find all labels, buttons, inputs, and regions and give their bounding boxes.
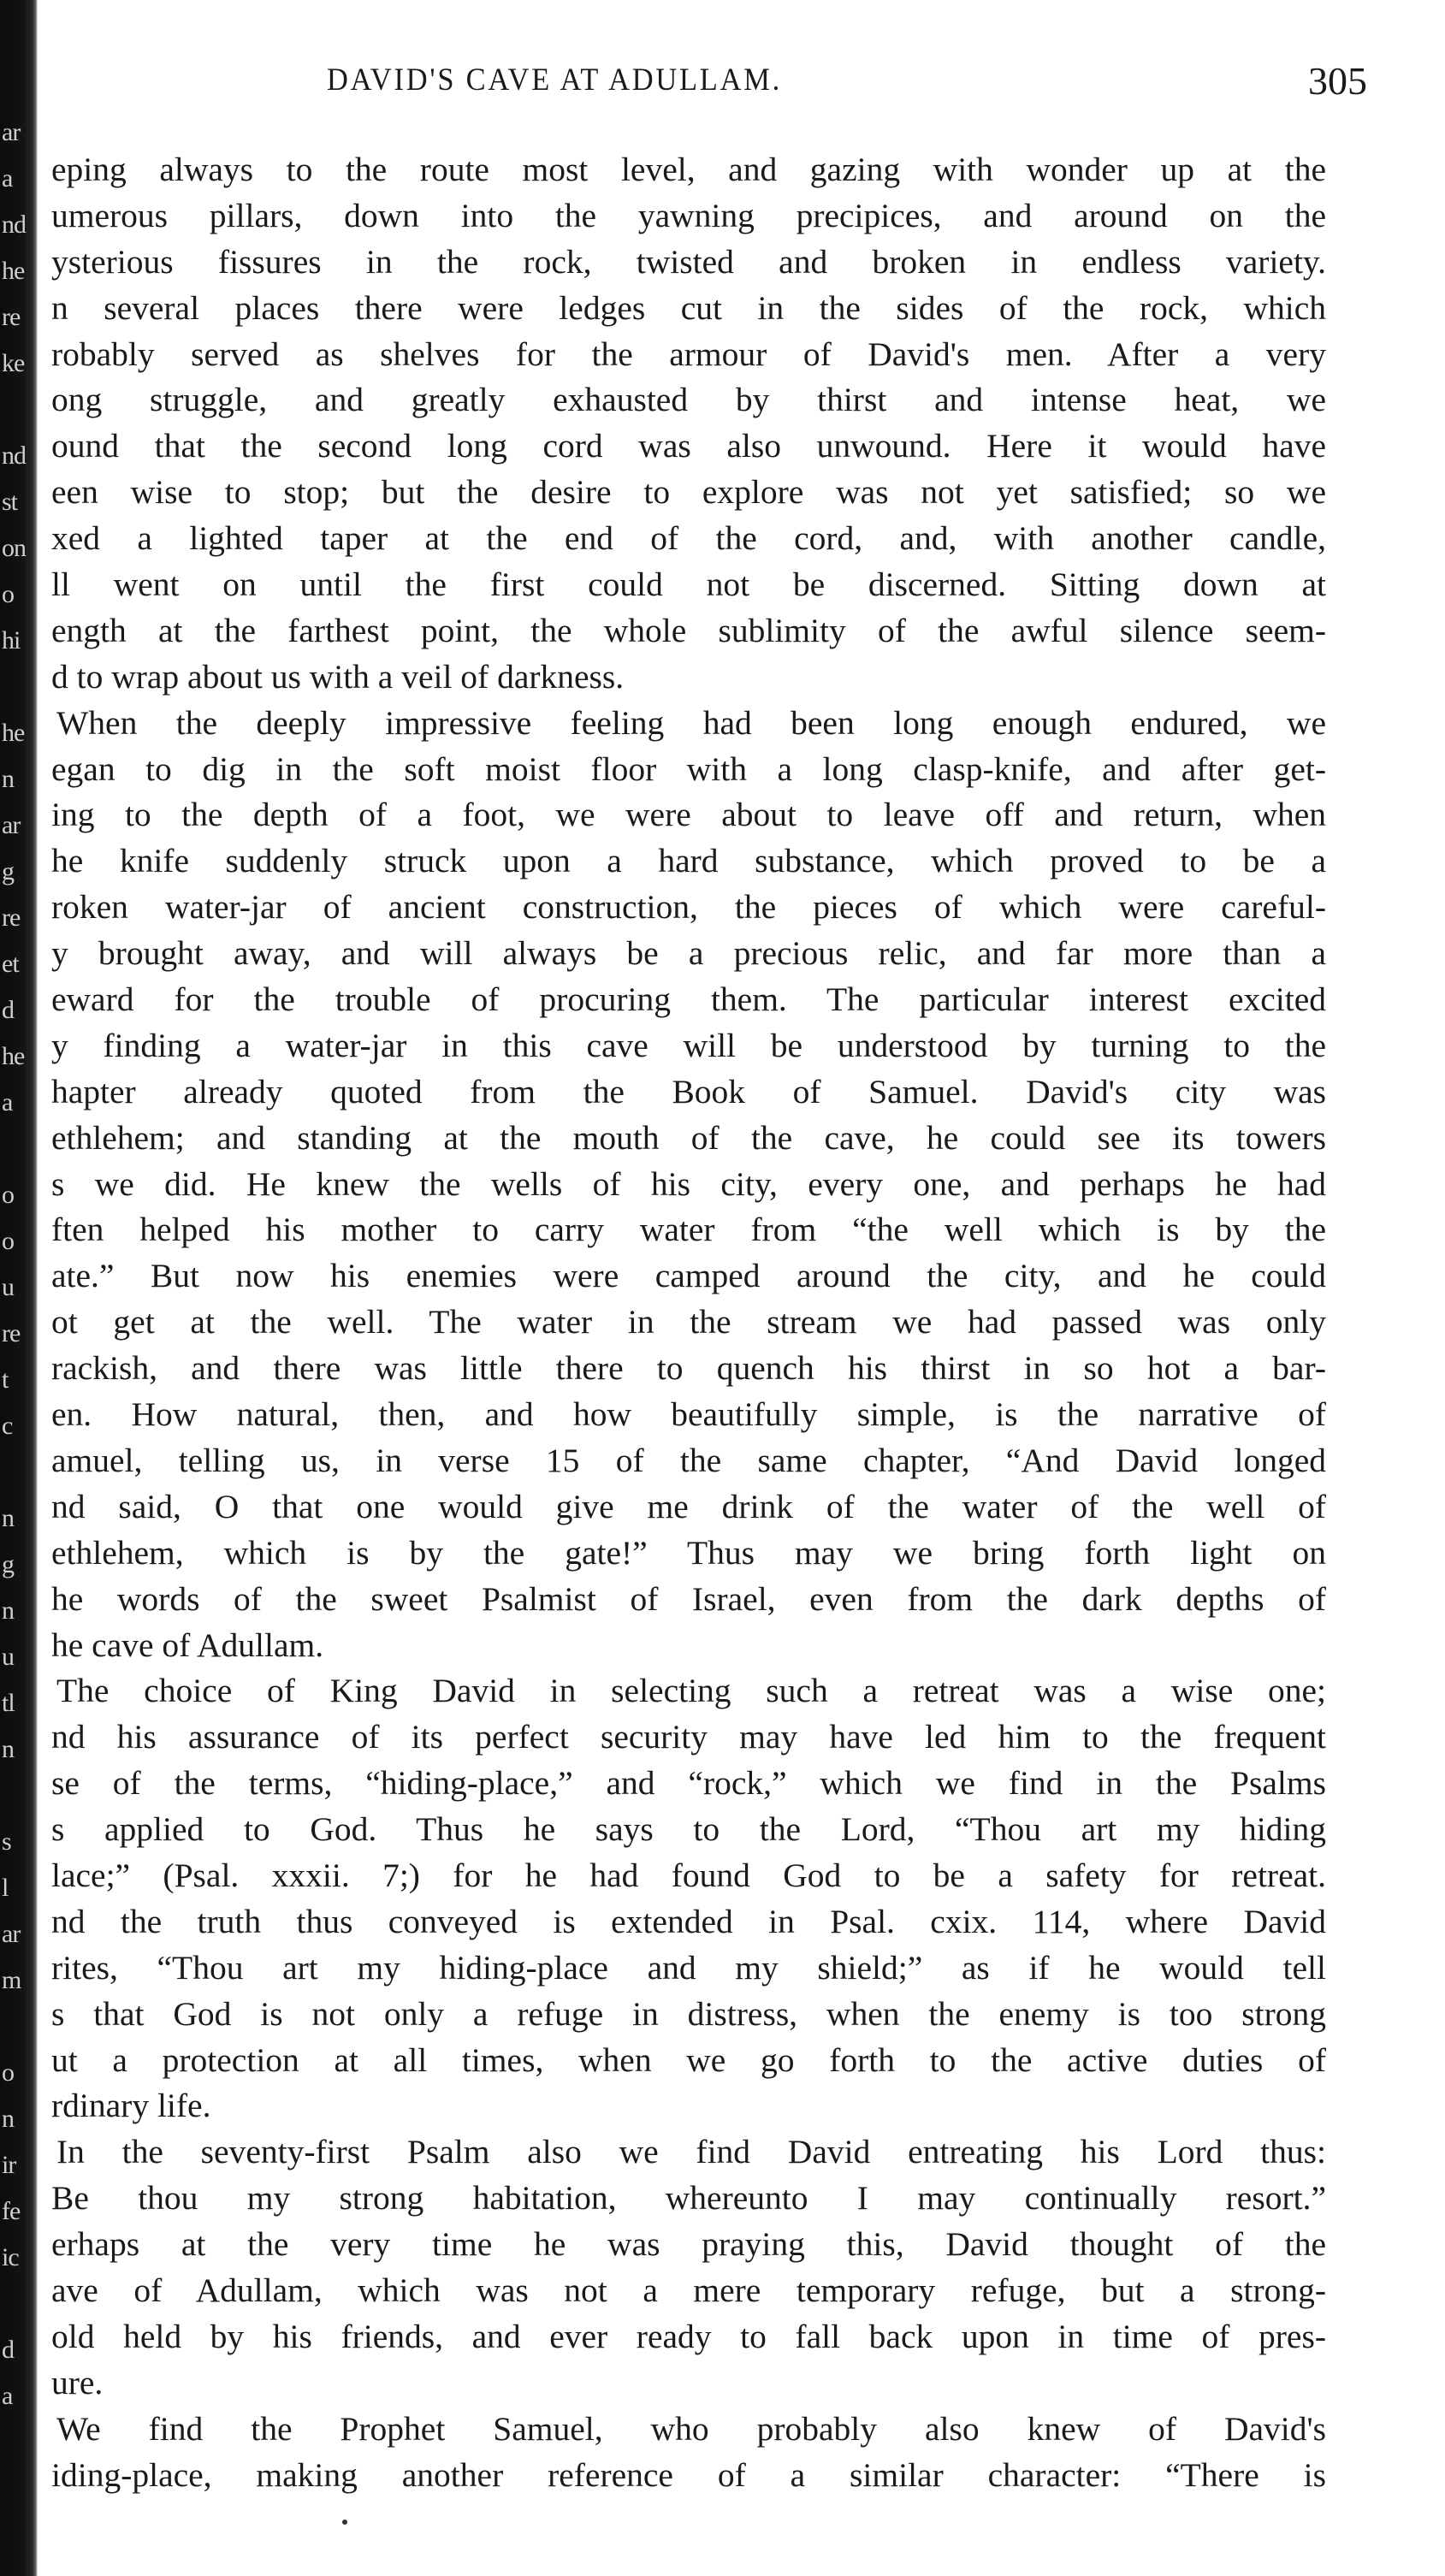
text-line: In the seventy-first Psalm also we find David entreating his Lord thus:: [56, 2133, 1326, 2171]
margin-fragment: nd: [2, 441, 26, 470]
margin-fragment: ke: [2, 349, 25, 377]
text-line: nd his assurance of its perfect security may have led him to the frequent: [51, 1718, 1326, 1756]
text-line: s that God is not only a refuge in distress, when the enemy is too strong: [51, 1994, 1326, 2033]
text-line: When the deeply impressive feeling had been long enough endured, we: [56, 703, 1326, 742]
text-line: rites, “Thou art my hiding-place and my shield;” as if he would tell: [51, 1948, 1326, 1987]
text-line: een wise to stop; but the desire to explore was not yet satisfied; so we: [51, 473, 1326, 512]
margin-fragment: a: [2, 1088, 13, 1116]
margin-fragment: c: [2, 1412, 13, 1440]
margin-fragment: ar: [2, 118, 21, 146]
page-number: 305: [1308, 59, 1367, 103]
text-line: rdinary life.: [51, 2087, 211, 2125]
text-line: se of the terms, “hiding-place,” and “rock,” which we find in the Psalms: [51, 1764, 1326, 1803]
text-line: ength at the farthest point, the whole sublimity of the awful silence seem-: [51, 611, 1326, 649]
margin-fragment: st: [2, 488, 18, 516]
text-line: old held by his friends, and ever ready to fall back upon in time of pres-: [51, 2317, 1326, 2355]
margin-fragment: fe: [2, 2197, 21, 2225]
margin-fragment: d: [2, 2336, 14, 2364]
margin-fragment: g: [2, 857, 14, 885]
margin-fragment: g: [2, 1550, 14, 1578]
text-line: nd said, O that one would give me drink of the water of the well of: [51, 1487, 1326, 1525]
text-line: amuel, telling us, in verse 15 of the same chapter, “And David longed: [51, 1441, 1326, 1479]
margin-fragment: hi: [2, 626, 21, 654]
text-line: ethlehem; and standing at the mouth of the cave, he could see its towers: [51, 1118, 1326, 1157]
text-line: We find the Prophet Samuel, who probably also knew of David's: [56, 2409, 1326, 2448]
text-line: Be thou my strong habitation, whereunto I may continually resort.”: [51, 2179, 1326, 2218]
margin-fragment: he: [2, 1042, 25, 1070]
text-line: ate.” But now his enemies were camped around the city, and he could: [51, 1257, 1326, 1295]
margin-fragment: re: [2, 1319, 21, 1347]
margin-fragment: d: [2, 996, 14, 1024]
margin-fragment: n: [2, 1504, 14, 1532]
text-line: d to wrap about us with a veil of darkness.: [51, 657, 625, 696]
facing-page-margin: [0, 120, 38, 2498]
text-line: ave of Adullam, which was not a mere temporary refuge, but a strong-: [51, 2271, 1326, 2309]
text-line: ysterious fissures in the rock, twisted and broken in endless variety.: [51, 242, 1326, 281]
margin-fragment: n: [2, 1735, 14, 1763]
margin-fragment: ar: [2, 1920, 21, 1948]
margin-fragment: he: [2, 257, 25, 285]
text-line: xed a lighted taper at the end of the cord, and, with another candle,: [51, 519, 1326, 558]
margin-fragment: n: [2, 1596, 14, 1625]
margin-fragment: o: [2, 580, 14, 608]
margin-fragment: o: [2, 1227, 14, 1255]
margin-fragment: on: [2, 534, 26, 562]
margin-fragment: et: [2, 950, 19, 978]
page-header: [51, 59, 1395, 113]
text-line: eward for the trouble of procuring them. The particular interest excited: [51, 980, 1326, 1019]
text-line: hapter already quoted from the Book of Samuel. David's city was: [51, 1072, 1326, 1110]
text-line: robably served as shelves for the armour of David's men. After a very: [51, 335, 1326, 373]
margin-fragment: nd: [2, 210, 26, 239]
margin-fragment: ar: [2, 811, 21, 839]
margin-fragment: t: [2, 1365, 9, 1394]
margin-fragment: n: [2, 2105, 14, 2133]
text-line: roken water-jar of ancient construction, the pieces of which were careful-: [51, 888, 1326, 927]
text-line: ong struggle, and greatly exhausted by thirst and intense heat, we: [51, 381, 1326, 419]
margin-fragment: ir: [2, 2151, 16, 2179]
text-line: y brought away, and will always be a precious relic, and far more than a: [51, 934, 1326, 973]
text-line: he cave of Adullam.: [51, 1626, 324, 1664]
margin-fragment: m: [2, 1966, 21, 1994]
text-line: ure.: [51, 2363, 104, 2401]
margin-fragment: ic: [2, 2243, 19, 2271]
text-line: s we did. He knew the wells of his city, every one, and perhaps he had: [51, 1164, 1326, 1203]
text-line: egan to dig in the soft moist floor with a long clasp-knife, and after get-: [51, 749, 1326, 788]
margin-fragment: he: [2, 719, 25, 747]
margin-fragment: a: [2, 2382, 13, 2410]
text-line: umerous pillars, down into the yawning precipices, and around on the: [51, 196, 1326, 234]
text-line: ound that the second long cord was also unwound. Here it would have: [51, 427, 1326, 465]
text-line: nd the truth thus conveyed is extended in Psal. cxix. 114, where David: [51, 1902, 1326, 1940]
text-line: he knife suddenly struck upon a hard substance, which proved to be a: [51, 842, 1326, 880]
text-line: ethlehem, which is by the gate!” Thus may we bring forth light on: [51, 1533, 1326, 1572]
margin-fragment: u: [2, 1273, 14, 1301]
text-line: lace;” (Psal. xxxii. 7;) for he had found God to be a safety for retreat.: [51, 1856, 1326, 1894]
text-line: ut a protection at all times, when we go forth to the active duties of: [51, 2040, 1326, 2079]
margin-fragment: o: [2, 1181, 14, 1209]
margin-fragment: re: [2, 903, 21, 932]
margin-fragment: a: [2, 164, 13, 192]
margin-fragment: s: [2, 1827, 11, 1856]
text-line: n several places there were ledges cut in the sides of the rock, which: [51, 288, 1326, 327]
text-line: erhaps at the very time he was praying this, David thought of the: [51, 2225, 1326, 2264]
text-line: eping always to the route most level, and gazing with wonder up at the: [51, 151, 1326, 188]
text-line: s applied to God. Thus he says to the Lord, “Thou art my hiding: [51, 1810, 1326, 1849]
text-line: ing to the depth of a foot, we were about to leave off and return, when: [51, 796, 1326, 834]
margin-fragment: tl: [2, 1689, 15, 1717]
margin-fragment: l: [2, 1874, 9, 1902]
text-line: y finding a water-jar in this cave will be understood by turning to the: [51, 1026, 1326, 1064]
running-title: DAVID'S CAVE AT ADULLAM.: [327, 62, 783, 98]
text-line: he words of the sweet Psalmist of Israel, even from the dark depths of: [51, 1579, 1326, 1618]
text-line: ll went on until the first could not be discerned. Sitting down at: [51, 566, 1326, 604]
margin-fragment: o: [2, 2058, 14, 2087]
margin-fragment: n: [2, 765, 14, 793]
body-text: [51, 147, 1326, 2498]
text-line: iding-place, making another reference of a similar character: “There is: [51, 2455, 1326, 2494]
text-line: The choice of King David in selecting such a retreat was a wise one;: [56, 1672, 1326, 1710]
text-line: ften helped his mother to carry water from “the well which is by the: [51, 1211, 1326, 1249]
print-speck: [342, 2520, 347, 2525]
margin-fragment: u: [2, 1643, 14, 1671]
text-line: ot get at the well. The water in the stream we had passed was only: [51, 1303, 1326, 1341]
text-line: rackish, and there was little there to quench his thirst in so hot a bar-: [51, 1349, 1326, 1388]
text-line: en. How natural, then, and how beautifully simple, is the narrative of: [51, 1395, 1326, 1434]
margin-fragment: re: [2, 303, 21, 331]
